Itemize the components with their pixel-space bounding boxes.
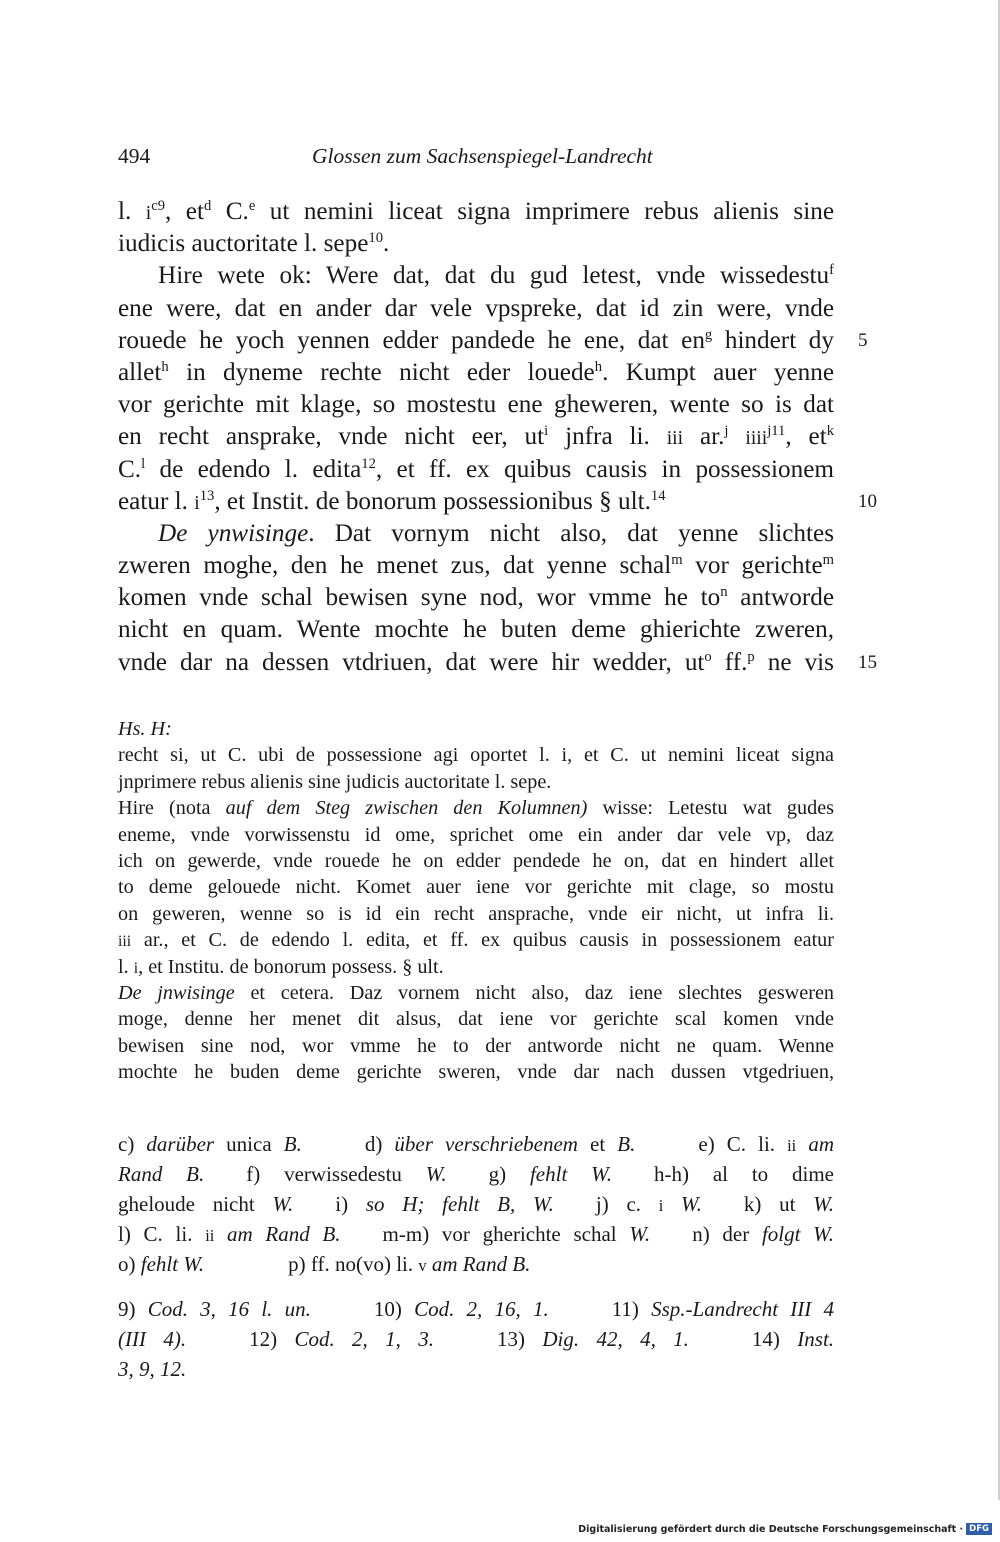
main-line: en recht ansprake, vnde nicht eer, $ut^i$ jnfra li. iii ar.$^j$ iiii$^{j11}$, $et^k$ bbox=[118, 423, 835, 451]
variant-line: eneme, vnde vorwissenstu id ome, sprichet ome ein ander dar vele vp, daz bbox=[118, 823, 834, 846]
variant-line: on geweren, wenne so is id ein recht ansprache, vnde eir nicht, ut infra li. bbox=[118, 902, 834, 925]
line-number: 5 bbox=[858, 329, 868, 351]
variant-line: mochte he buden deme gerichte sweren, vnde dar nach dussen vtgedriuen, bbox=[118, 1061, 834, 1084]
apparatus-line: gheloude nicht W. i) so H; fehlt B, W. j) c. i W. k) ut W. bbox=[118, 1192, 835, 1216]
main-line: l. $i^{c9}$, $et^d$ C.$^e$ ut nemini liceat signa imprimere rebus alienis sine bbox=[118, 197, 835, 225]
page-number: 494 bbox=[118, 144, 151, 168]
digitization-footer bbox=[578, 1523, 992, 1535]
main-text bbox=[118, 196, 877, 679]
variant-line: jnprimere rebus alienis sine judicis auctoritate l. sepe. bbox=[118, 770, 552, 793]
running-title: Glossen zum Sachsenspiegel-Landrecht bbox=[312, 144, 653, 168]
variant-line: to deme gelouede nicht. Komet auer iene vor gerichte mit clage, so mostu bbox=[118, 876, 834, 899]
variant-line: De jnwisinge et cetera. Daz vornem nicht also, daz iene slechtes gesweren bbox=[118, 981, 834, 1004]
main-line: iudicis auctoritate l. sepe$^{10}$. bbox=[118, 230, 390, 258]
footer-text: Digitalisierung gefördert durch die Deutsche Forschungsgemeinschaft · bbox=[578, 1523, 964, 1535]
variant-line: bewisen sine nod, wor vmme he to der antworde nicht ne quam. Wenne bbox=[118, 1034, 834, 1057]
main-line: eatur l. $i^{13}$, et Instit. de bonorum possessionibus § ult.$^{14}$ 10 bbox=[118, 486, 834, 518]
footnote-line: 3, 9, 12. bbox=[118, 1357, 187, 1381]
apparatus-line: o) fehlt W. p) ff. no(vo) li. v am Rand B. bbox=[118, 1252, 531, 1276]
main-line: allet$^h$ in dyneme rechte nicht eder louede$^h$. Kumpt auer yenne bbox=[118, 358, 834, 386]
main-line: De ynwisinge. Dat vornym nicht also, dat yenne slichtes bbox=[158, 519, 835, 547]
variant-line: ich on gewerde, vnde rouede he on edder pendede he on, dat en hindert allet bbox=[118, 849, 834, 872]
main-line: Hire wete ok: Were dat, dat du gud letest, vnde wissedestu$^f$ bbox=[158, 262, 834, 290]
main-line: vor gerichte mit klage, so mostestu ene gheweren, wente so is dat bbox=[118, 391, 834, 419]
main-line: zweren moghe, den he menet zus, dat yenne schal$^m$ vor gerichte$^m$ bbox=[118, 552, 834, 580]
apparatus-line: l) C. li. ii am Rand B. m-m) vor gherichte schal W. n) der folgt W. bbox=[118, 1222, 834, 1246]
variant-line: recht si, ut C. ubi de possessione agi oportet l. i, et C. ut nemini liceat signa bbox=[118, 744, 834, 767]
footnote-line: (III 4). 12) Cod. 2, 1, 3. 13) Dig. 42, 4, 1. 14) Inst. bbox=[118, 1327, 835, 1351]
variant-line: iii ar., et C. de edendo l. edita, et ff. ex quibus causis in possessionem eatur bbox=[118, 929, 834, 952]
variant-line: Hire (nota auf dem Steg zwischen den Kolumnen) wisse: Letestu wat gudes bbox=[118, 797, 835, 820]
manuscript-variant-section bbox=[118, 716, 834, 1085]
main-line: komen vnde schal bewisen syne nod, wor vmme he $to^n$ antworde bbox=[118, 584, 835, 612]
main-line: rouede he yoch yennen edder pandede he ene, dat $en^g$ hindert dy 5 bbox=[118, 325, 834, 357]
line-number: 15 bbox=[858, 651, 877, 673]
critical-apparatus bbox=[118, 1129, 834, 1279]
apparatus-line: c) darüber unica B. d) über verschriebenem et B. e) C. li. ii am bbox=[118, 1132, 834, 1156]
variant-line: moge, denne her menet dit alsus, dat iene vor gerichte scal komen vnde bbox=[118, 1008, 834, 1031]
main-line: C.$^l$ de edendo l. edita$^{12}$, et ff. ex quibus causis in possessionem bbox=[118, 455, 834, 483]
main-line: vnde dar na dessen vtdriuen, dat were hir wedder, $ut^o$ ff.$^p$ ne vis 15 bbox=[118, 647, 834, 679]
footnotes bbox=[118, 1294, 834, 1384]
apparatus-line: Rand B. f) verwissedestu W. g) fehlt W. h-h) al to dime bbox=[118, 1162, 835, 1186]
variant-line: l. i, et Institu. de bonorum possess. § ult. bbox=[118, 955, 444, 978]
dfg-logo: DFG bbox=[966, 1523, 992, 1535]
main-line: nicht en quam. Wente mochte he buten deme ghierichte zweren, bbox=[118, 616, 834, 644]
page-header bbox=[118, 144, 834, 174]
main-line: ene were, dat en ander dar vele vpspreke, dat id zin were, vnde bbox=[118, 294, 834, 322]
section-heading: Hs. H: bbox=[118, 718, 172, 740]
line-number: 10 bbox=[858, 490, 877, 512]
footnote-line: 9) Cod. 3, 16 l. un. 10) Cod. 2, 16, 1. 11) Ssp.-Landrecht III 4 bbox=[118, 1297, 834, 1321]
